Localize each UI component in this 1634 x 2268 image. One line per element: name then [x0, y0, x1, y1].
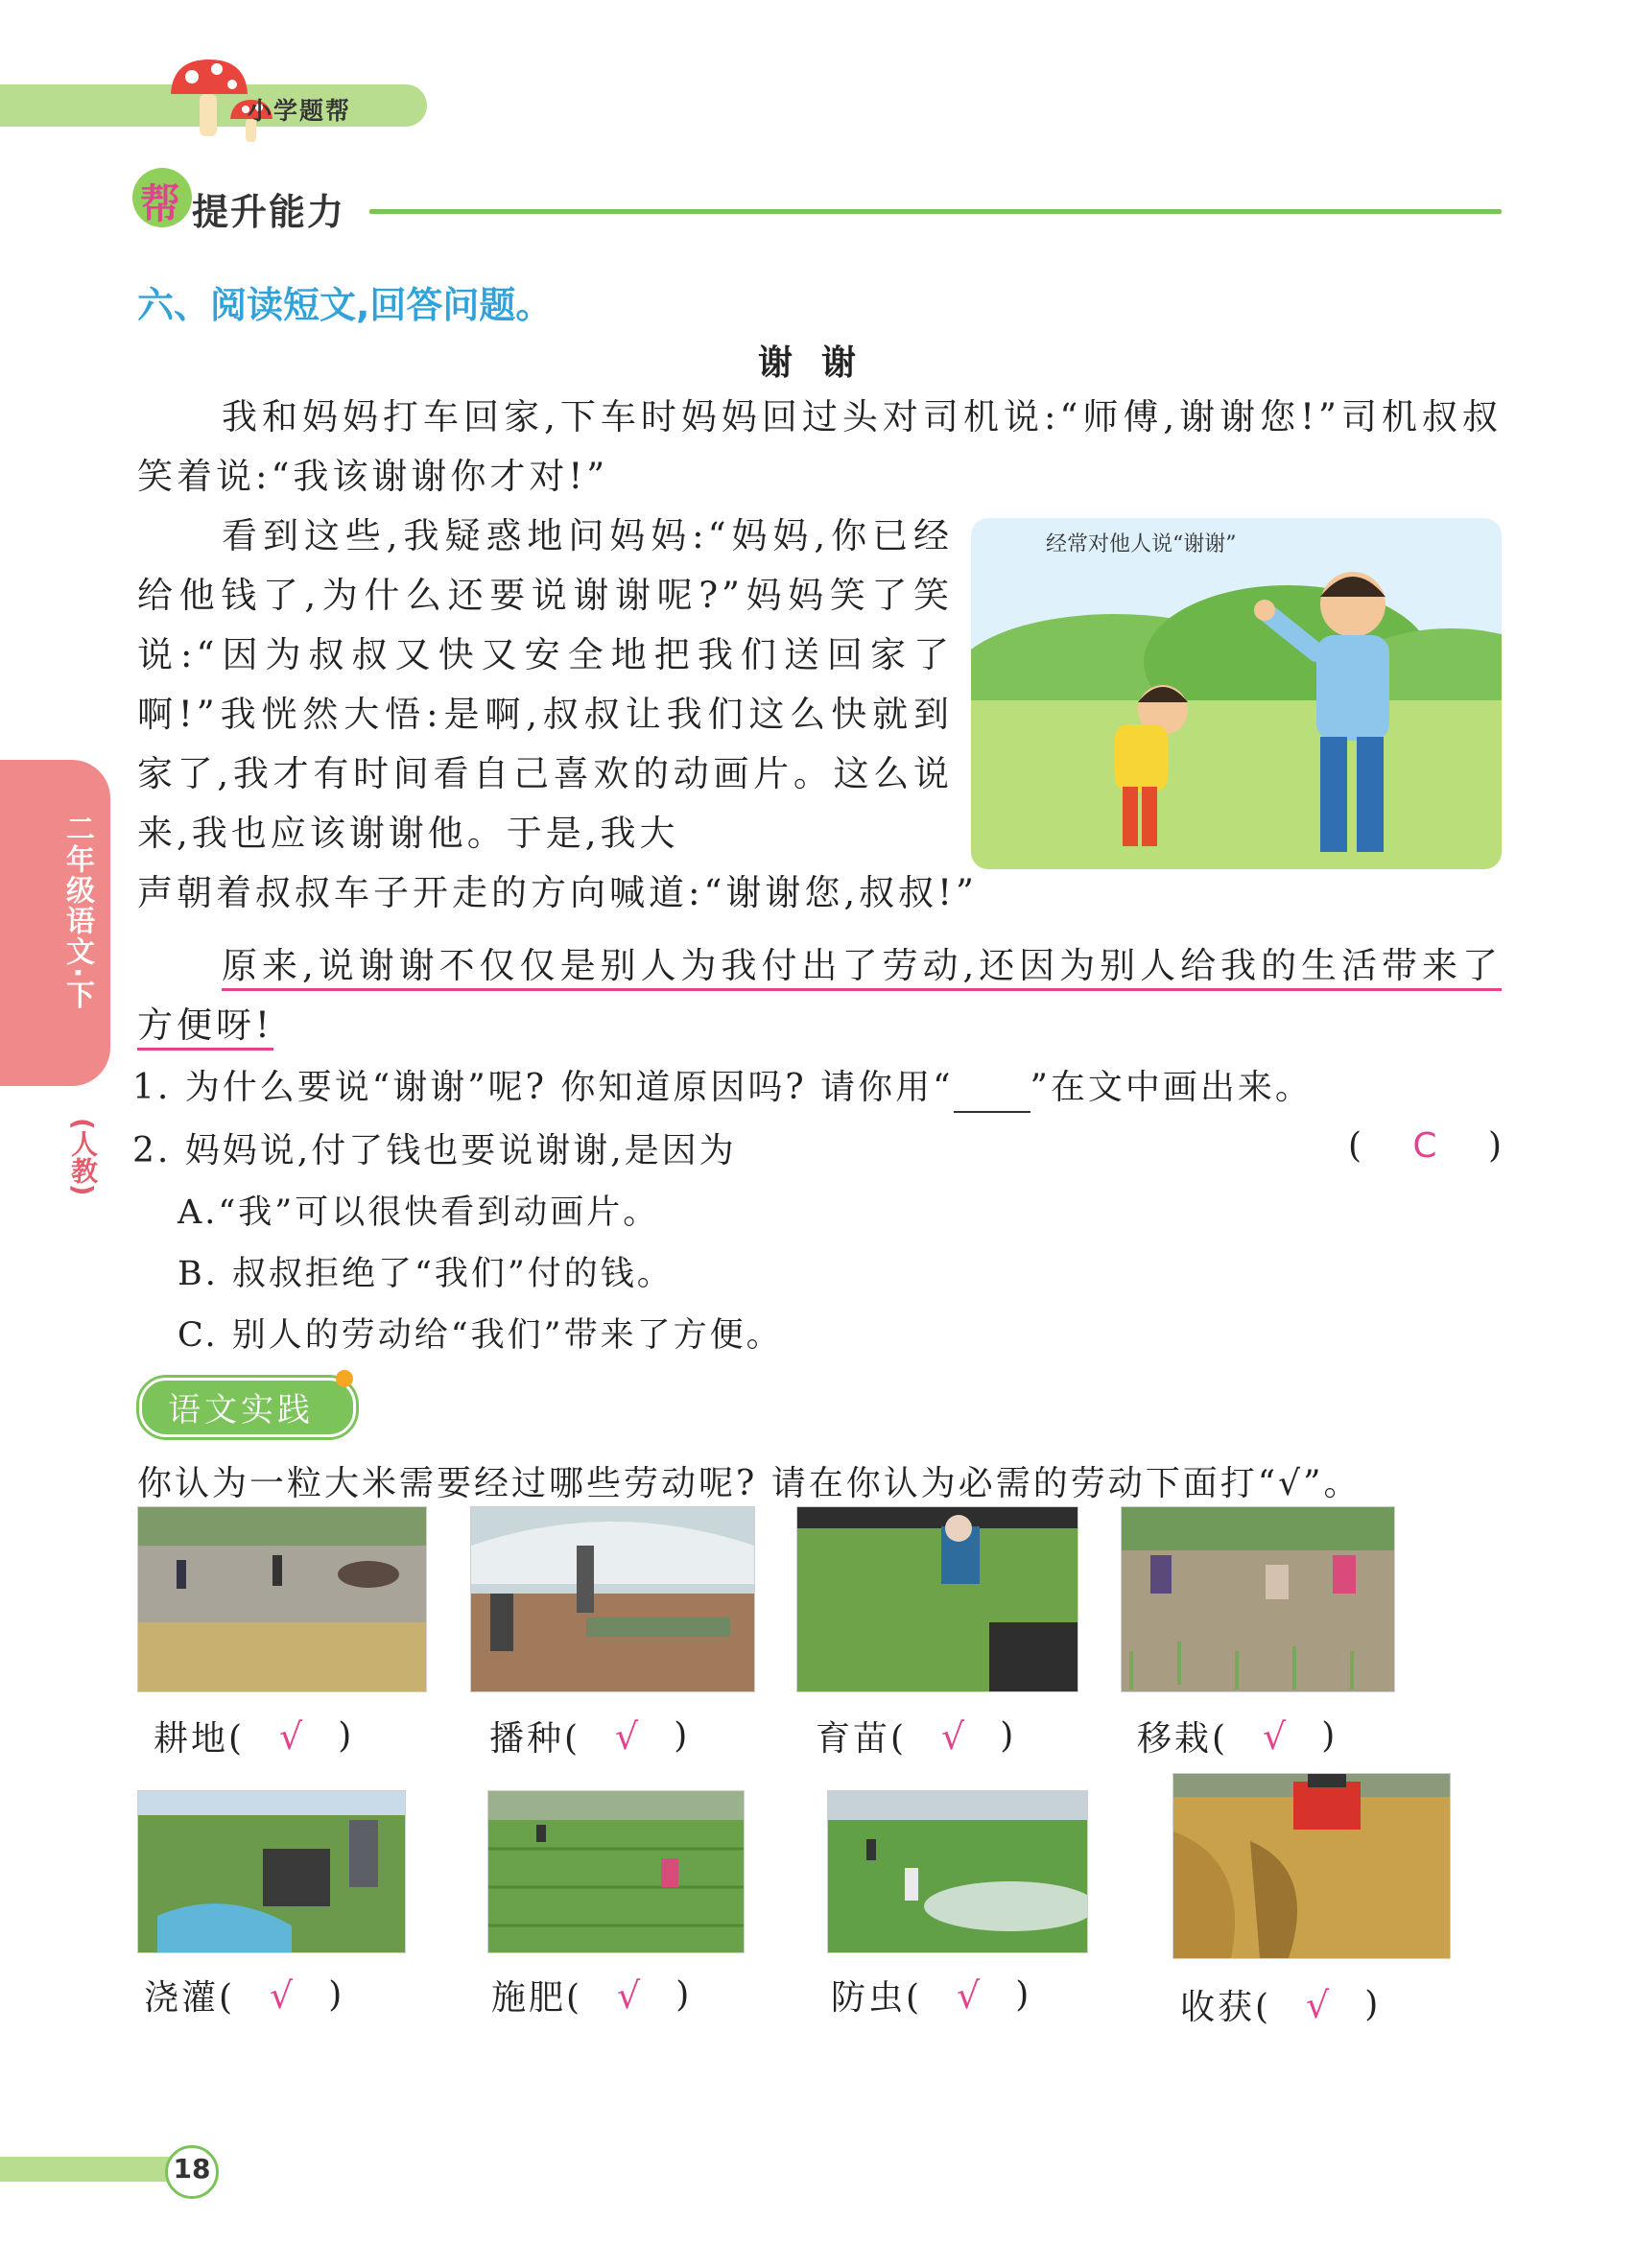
story-title: 谢谢 — [758, 343, 886, 383]
label-seedling — [816, 1712, 1016, 1760]
side-edition-label: (人教) — [67, 1118, 99, 1196]
section-divider — [369, 209, 1502, 214]
label-harvest — [1180, 1980, 1381, 2029]
question-heading: 六、阅读短文,回答问题。 — [137, 284, 553, 326]
check-mark-icon: √ — [617, 1973, 644, 2017]
flower-dot-icon — [336, 1370, 353, 1387]
label-fertilizing-close: ) — [675, 1975, 693, 2015]
answer-letter: C — [1412, 1126, 1437, 1166]
photo-sowing — [470, 1506, 755, 1692]
underlined-answer: 原来,说谢谢不仅仅是别人为我付出了劳动,还因为别人给我的生活带来了方便呀! — [137, 945, 1502, 1051]
label-harvest-text: 收获( — [1180, 1988, 1272, 2027]
option-c: C. 别人的劳动给“我们”带来了方便。 — [178, 1316, 783, 1355]
label-sowing-close: ) — [674, 1716, 691, 1756]
label-transplanting-text: 移栽( — [1137, 1719, 1229, 1759]
photo-harvest — [1172, 1773, 1451, 1959]
bracket-open: ( — [1348, 1126, 1362, 1166]
check-mark-icon: √ — [615, 1714, 642, 1758]
section-badge-char: 帮 — [140, 180, 181, 227]
label-sowing-text: 播种( — [489, 1719, 581, 1759]
option-b: B. 叔叔拒绝了“我们”付的钱。 — [178, 1255, 674, 1293]
label-fertilizing — [491, 1971, 692, 2020]
illustration-caption: 经常对他人说“谢谢” — [1046, 532, 1237, 556]
label-transplanting-close: ) — [1321, 1716, 1338, 1756]
label-irrigating — [144, 1971, 344, 2020]
page-number: 18 — [173, 2153, 211, 2185]
check-mark-icon: √ — [279, 1714, 306, 1758]
check-mark-icon: √ — [941, 1714, 968, 1758]
label-harvest-close: ) — [1364, 1985, 1382, 2024]
bracket-close: ) — [1487, 1126, 1502, 1166]
label-irrigating-close: ) — [328, 1975, 345, 2015]
label-fertilizing-text: 施肥( — [491, 1978, 583, 2018]
brand-name: 小学题帮 — [248, 97, 352, 125]
story-paragraph-2-end: 声朝着叔叔车子开走的方向喊道:“谢谢您,叔叔!” — [137, 872, 978, 913]
label-pest-control-text: 防虫( — [831, 1978, 923, 2018]
label-plowing-text: 耕地( — [154, 1719, 246, 1759]
label-pest-control — [831, 1971, 1031, 2020]
photo-plowing — [137, 1506, 427, 1692]
side-grade-label: 二年级语文·下 — [60, 814, 94, 1011]
story-paragraph-2: 看到这些,我疑惑地问妈妈:“妈妈,你已经给他钱了,为什么还要说谢谢呢?”妈妈笑了笑说:“因为叔叔又快又安全地把我们送回家了啊!”我恍然大悟:是啊,叔叔让我们这么快就到家了,我才有时间看自己喜欢的动画片。这么说来,我也应该谢谢他。于是,我大 — [137, 515, 953, 854]
label-plowing — [154, 1712, 354, 1760]
photo-fertilizing — [487, 1790, 745, 1953]
story-illustration — [971, 518, 1502, 869]
story-paragraph-3 — [137, 936, 1502, 1055]
label-sowing — [489, 1712, 690, 1760]
option-a: A.“我”可以很快看到动画片。 — [178, 1193, 660, 1232]
question-1-suffix: ”在文中画出来。 — [1030, 1068, 1313, 1107]
photo-irrigating — [137, 1790, 406, 1953]
question-2-answer[interactable] — [1348, 1126, 1502, 1166]
check-mark-icon: √ — [1306, 1983, 1333, 2026]
practice-question: 你认为一粒大米需要经过哪些劳动呢? 请在你认为必需的劳动下面打“√”。 — [137, 1464, 1362, 1503]
question-1 — [132, 1063, 1313, 1113]
section-title: 提升能力 — [192, 191, 346, 233]
question-1-prefix: 1. 为什么要说“谢谢”呢? 你知道原因吗? 请你用“ — [132, 1068, 954, 1107]
check-mark-icon: √ — [957, 1973, 983, 2017]
photo-transplanting — [1121, 1506, 1395, 1692]
label-seedling-close: ) — [1000, 1716, 1017, 1756]
label-seedling-text: 育苗( — [816, 1719, 908, 1759]
question-2: 2. 妈妈说,付了钱也要说谢谢,是因为 — [132, 1131, 737, 1170]
underline-blank — [954, 1082, 1030, 1113]
photo-seedling — [796, 1506, 1078, 1692]
footer-bar — [0, 2157, 173, 2182]
check-mark-icon: √ — [1263, 1714, 1290, 1758]
label-plowing-close: ) — [338, 1716, 355, 1756]
photo-pest-control — [827, 1790, 1088, 1953]
label-transplanting — [1137, 1712, 1338, 1760]
check-mark-icon: √ — [270, 1973, 296, 2017]
story-paragraph-1: 我和妈妈打车回家,下车时妈妈回过头对司机说:“师傅,谢谢您!”司机叔叔笑着说:“我该谢谢你才对!” — [137, 396, 1502, 497]
label-pest-control-close: ) — [1015, 1975, 1032, 2015]
practice-badge-label: 语文实践 — [168, 1391, 314, 1429]
label-irrigating-text: 浇灌( — [144, 1978, 236, 2018]
